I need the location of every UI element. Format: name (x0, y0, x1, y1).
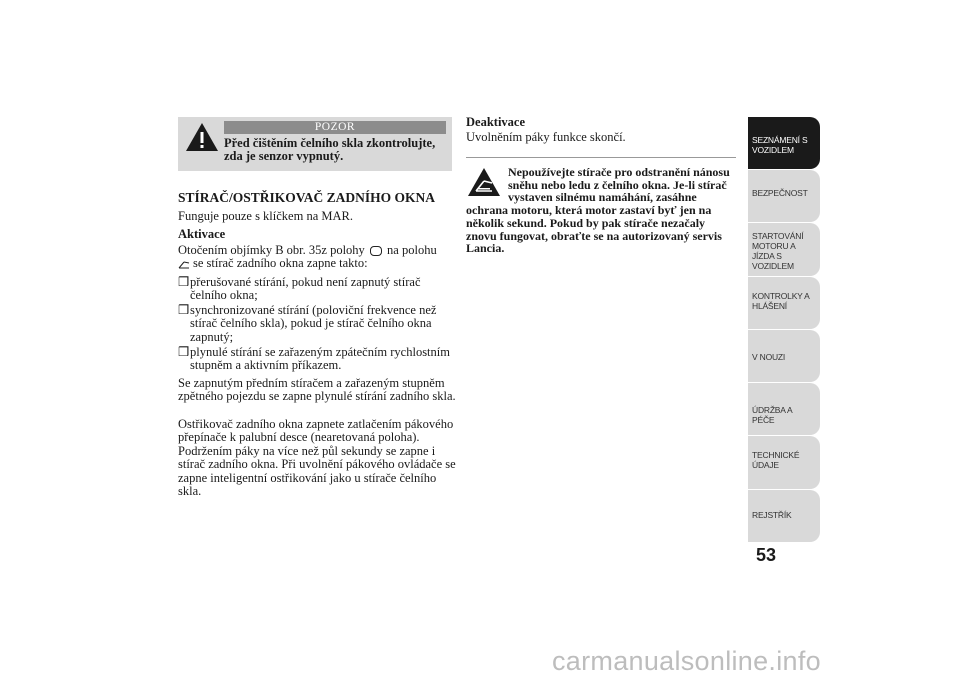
deactivation-text: Uvolněním páky funkce skončí. (466, 130, 626, 144)
wiper-warning-icon (466, 166, 502, 198)
tab-kontrolky[interactable] (748, 277, 820, 329)
section-title: STÍRAČ/OSTŘIKOVAČ ZADNÍHO OKNA (178, 190, 436, 205)
list-item (178, 304, 458, 344)
tab-label: KONTROLKY A HLÁŠENÍ (752, 291, 810, 311)
tab-label: V NOUZI (752, 352, 786, 362)
tab-label: BEZPEČNOST (752, 188, 808, 198)
warning-text: Před čištěním čelního skla zkontrolujte, zda je senzor vypnutý. (224, 136, 436, 163)
intro-paragraph: Funguje pouze s klíčkem na MAR. (178, 209, 353, 223)
list-item-text: přerušované stírání, pokud není zapnutý stírač čelního okna; (190, 275, 421, 303)
tab-rejstrik[interactable] (748, 490, 820, 542)
warning-triangle-icon (184, 121, 220, 153)
ring-position-icon (370, 246, 382, 256)
bullet-icon: ❒ (178, 345, 190, 359)
tab-label: TECHNICKÉ ÚDAJE (752, 450, 800, 470)
activation-text-b: na polohu (387, 243, 437, 257)
tab-bezpecnost[interactable] (748, 170, 820, 222)
bullet-icon: ❒ (178, 303, 190, 317)
list-item-text: synchronizované stírání (poloviční frekvence než stírač čelního skla), pokud je stírač čelního okna zapnutý; (190, 303, 437, 344)
divider (466, 157, 736, 158)
tab-seznameni[interactable] (748, 117, 820, 169)
wiper-position-icon (178, 261, 190, 269)
bullet-icon: ❒ (178, 275, 190, 289)
watermark: carmanualsonline.info (552, 646, 821, 676)
tab-label: ÚDRŽBA A PÉČE (752, 405, 792, 425)
tab-label: REJSTŘÍK (752, 510, 792, 520)
activation-paragraph (178, 244, 458, 271)
tab-udrzba[interactable] (748, 383, 820, 435)
warning-heading: POZOR (224, 121, 446, 134)
activation-subheading: Aktivace (178, 227, 226, 241)
warning-box (178, 117, 452, 171)
tab-v-nouzi[interactable] (748, 330, 820, 382)
list-item-text: plynulé stírání se zařazeným zpátečním rychlostním stupněm a aktivním příkazem. (190, 345, 450, 373)
paragraph-washer: Ostřikovač zadního okna zapnete zatlačením pákového přepínače k palubní desce (nearetovaná poloha). Podržením páky na více než půl sekundy se zapne i stírač zadního okna. Při uvolnění pákového ovládače se zapne inteligentní ostřikování jako u stírače čelního skla. (178, 417, 456, 499)
activation-text-a: Otočením objímky B obr. 35z polohy (178, 243, 365, 257)
wiper-warning-content: Nepoužívejte stírače pro odstranění nánosu sněhu nebo ledu z čelního okna. Je-li stírač vystaven silnému namáhání, zasáhne ochrana motoru, která motor zastaví byť jen na několik sekund. Pokud by pak stírače nezačaly znovu fungovat, obraťte se na autorizovaný servis Lancia. (466, 165, 730, 256)
tab-label: SEZNÁMENÍ S VOZIDLEM (752, 135, 808, 155)
list-item (178, 346, 458, 373)
tab-label: STARTOVÁNÍ MOTORU A JÍZDA S VOZIDLEM (752, 231, 804, 271)
tab-technicke[interactable] (748, 436, 820, 489)
deactivation-subheading: Deaktivace (466, 115, 526, 129)
page-number: 53 (756, 545, 777, 565)
paragraph-reverse: Se zapnutým předním stíračem a zařazeným stupněm zpětného pojezdu se zapne plynulé stírání zadního skla. (178, 376, 456, 404)
activation-text-c: se stírač zadního okna zapne takto: (193, 256, 368, 271)
list-item (178, 276, 458, 303)
wiper-warning-text (466, 166, 738, 255)
tab-startovani[interactable] (748, 223, 820, 276)
